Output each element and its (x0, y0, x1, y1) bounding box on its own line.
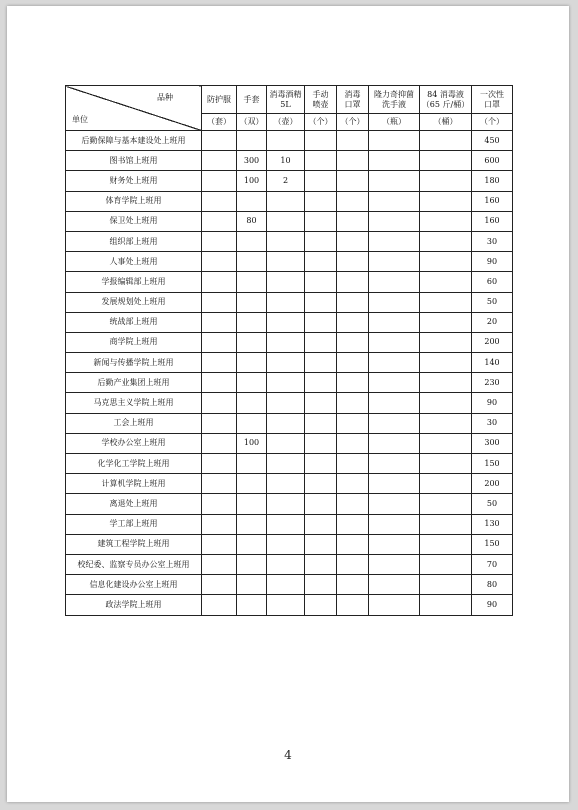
quantity-cell (267, 131, 305, 151)
quantity-cell (267, 353, 305, 373)
diagonal-header-cell (66, 86, 202, 131)
unit-name-cell: 新闻与传播学院上班用 (66, 353, 202, 373)
quantity-cell (267, 514, 305, 534)
unit-name-cell: 商学院上班用 (66, 332, 202, 352)
quantity-cell: 90 (472, 252, 513, 272)
quantity-cell (202, 211, 237, 231)
quantity-cell (305, 494, 337, 514)
quantity-cell (202, 131, 237, 151)
quantity-cell (237, 272, 267, 292)
quantity-cell (420, 474, 472, 494)
quantity-cell (337, 413, 369, 433)
quantity-cell (369, 252, 420, 272)
quantity-cell: 20 (472, 312, 513, 332)
quantity-cell: 200 (472, 332, 513, 352)
quantity-cell (369, 494, 420, 514)
quantity-cell (420, 373, 472, 393)
quantity-cell (420, 332, 472, 352)
quantity-cell (202, 272, 237, 292)
table-body (66, 131, 513, 616)
quantity-cell (337, 595, 369, 615)
quantity-cell (237, 191, 267, 211)
quantity-cell: 90 (472, 595, 513, 615)
quantity-cell: 300 (237, 151, 267, 171)
quantity-cell (369, 454, 420, 474)
quantity-cell (237, 554, 267, 574)
col-name: 防护服 (202, 86, 237, 114)
quantity-cell (267, 454, 305, 474)
quantity-cell (369, 211, 420, 231)
quantity-cell (337, 575, 369, 595)
quantity-cell: 30 (472, 413, 513, 433)
table-row (66, 131, 513, 151)
quantity-cell (369, 131, 420, 151)
quantity-cell (237, 332, 267, 352)
quantity-cell (369, 151, 420, 171)
quantity-cell (337, 312, 369, 332)
quantity-cell (237, 393, 267, 413)
quantity-cell (369, 373, 420, 393)
col-unit: （壶） (267, 114, 305, 131)
quantity-cell (267, 393, 305, 413)
quantity-cell (202, 191, 237, 211)
quantity-cell (202, 353, 237, 373)
quantity-cell (305, 151, 337, 171)
quantity-cell (267, 534, 305, 554)
unit-name-cell: 发展规划处上班用 (66, 292, 202, 312)
quantity-cell (420, 454, 472, 474)
quantity-cell (305, 595, 337, 615)
quantity-cell (305, 332, 337, 352)
quantity-cell (237, 514, 267, 534)
quantity-cell (337, 191, 369, 211)
quantity-cell: 160 (472, 191, 513, 211)
quantity-cell (305, 191, 337, 211)
quantity-cell (420, 494, 472, 514)
quantity-cell: 90 (472, 393, 513, 413)
table-row (66, 151, 513, 171)
diag-label-category: 品种 (157, 93, 173, 102)
table-row (66, 312, 513, 332)
unit-name-cell: 学校办公室上班用 (66, 433, 202, 453)
table-row (66, 474, 513, 494)
quantity-cell (337, 353, 369, 373)
unit-name-cell: 统战部上班用 (66, 312, 202, 332)
unit-name-cell: 后勤保障与基本建设处上班用 (66, 131, 202, 151)
quantity-cell (369, 231, 420, 251)
col-name: 隆力奇抑菌 洗手液 (369, 86, 420, 114)
table-row (66, 252, 513, 272)
quantity-cell (305, 272, 337, 292)
quantity-cell (267, 413, 305, 433)
col-unit: （个） (337, 114, 369, 131)
quantity-cell (237, 252, 267, 272)
quantity-cell (202, 252, 237, 272)
header-row-names (66, 86, 513, 114)
quantity-cell (337, 252, 369, 272)
quantity-cell: 100 (237, 433, 267, 453)
quantity-cell (237, 534, 267, 554)
quantity-cell (369, 534, 420, 554)
quantity-cell: 80 (237, 211, 267, 231)
quantity-cell (420, 292, 472, 312)
quantity-cell (420, 211, 472, 231)
page-number: 4 (284, 748, 292, 762)
unit-name-cell: 离退处上班用 (66, 494, 202, 514)
unit-name-cell: 学报编辑部上班用 (66, 272, 202, 292)
unit-name-cell: 政法学院上班用 (66, 595, 202, 615)
quantity-cell (202, 554, 237, 574)
quantity-cell (369, 433, 420, 453)
quantity-cell (305, 231, 337, 251)
quantity-cell (337, 514, 369, 534)
quantity-cell (369, 292, 420, 312)
quantity-cell (202, 433, 237, 453)
quantity-cell (202, 494, 237, 514)
quantity-cell (237, 413, 267, 433)
quantity-cell (305, 171, 337, 191)
quantity-cell (369, 171, 420, 191)
quantity-cell (420, 353, 472, 373)
quantity-cell: 70 (472, 554, 513, 574)
quantity-cell (337, 211, 369, 231)
quantity-cell (337, 474, 369, 494)
quantity-cell (305, 393, 337, 413)
quantity-cell (305, 312, 337, 332)
quantity-cell (237, 312, 267, 332)
quantity-cell (420, 514, 472, 534)
col-name: 手动 喷壶 (305, 86, 337, 114)
unit-name-cell: 体育学院上班用 (66, 191, 202, 211)
quantity-cell (369, 272, 420, 292)
quantity-cell: 200 (472, 474, 513, 494)
quantity-cell (267, 433, 305, 453)
quantity-cell: 160 (472, 211, 513, 231)
table-row (66, 494, 513, 514)
quantity-cell (369, 595, 420, 615)
col-name: 一次性 口罩 (472, 86, 513, 114)
quantity-cell: 180 (472, 171, 513, 191)
quantity-cell (202, 454, 237, 474)
table-row (66, 534, 513, 554)
quantity-cell (237, 474, 267, 494)
quantity-cell (369, 393, 420, 413)
col-unit: （瓶） (369, 114, 420, 131)
quantity-cell: 100 (237, 171, 267, 191)
unit-name-cell: 保卫处上班用 (66, 211, 202, 231)
col-name: 84 消毒液 （65 斤/桶） (420, 86, 472, 114)
quantity-cell (337, 332, 369, 352)
quantity-cell (420, 575, 472, 595)
quantity-cell (420, 231, 472, 251)
quantity-cell (337, 433, 369, 453)
supply-table (65, 85, 513, 616)
quantity-cell (202, 595, 237, 615)
quantity-cell (420, 191, 472, 211)
quantity-cell (420, 433, 472, 453)
col-name: 消毒 口罩 (337, 86, 369, 114)
document-page (7, 6, 569, 802)
quantity-cell (237, 454, 267, 474)
quantity-cell (420, 534, 472, 554)
quantity-cell: 140 (472, 353, 513, 373)
unit-name-cell: 计算机学院上班用 (66, 474, 202, 494)
quantity-cell (237, 595, 267, 615)
unit-name-cell: 建筑工程学院上班用 (66, 534, 202, 554)
quantity-cell (237, 353, 267, 373)
table-row (66, 454, 513, 474)
quantity-cell (337, 131, 369, 151)
quantity-cell (267, 292, 305, 312)
quantity-cell (202, 231, 237, 251)
quantity-cell: 10 (267, 151, 305, 171)
quantity-cell (420, 413, 472, 433)
quantity-cell: 600 (472, 151, 513, 171)
quantity-cell (237, 575, 267, 595)
quantity-cell (337, 454, 369, 474)
table-row (66, 373, 513, 393)
table-row (66, 211, 513, 231)
quantity-cell (369, 353, 420, 373)
quantity-cell: 50 (472, 494, 513, 514)
quantity-cell (267, 312, 305, 332)
quantity-cell (420, 151, 472, 171)
table-row (66, 353, 513, 373)
quantity-cell (337, 151, 369, 171)
quantity-cell (420, 393, 472, 413)
quantity-cell (369, 554, 420, 574)
col-name: 消毒酒精 5L (267, 86, 305, 114)
quantity-cell (267, 211, 305, 231)
quantity-cell (202, 373, 237, 393)
quantity-cell (337, 393, 369, 413)
quantity-cell: 150 (472, 534, 513, 554)
quantity-cell: 450 (472, 131, 513, 151)
quantity-cell (369, 474, 420, 494)
table-row (66, 575, 513, 595)
quantity-cell: 50 (472, 292, 513, 312)
quantity-cell (337, 534, 369, 554)
quantity-cell (337, 272, 369, 292)
quantity-cell (202, 171, 237, 191)
quantity-cell (305, 554, 337, 574)
quantity-cell (305, 413, 337, 433)
table-row (66, 191, 513, 211)
quantity-cell (420, 595, 472, 615)
quantity-cell (420, 312, 472, 332)
quantity-cell (237, 373, 267, 393)
table-row (66, 332, 513, 352)
quantity-cell (305, 433, 337, 453)
col-unit: （套） (202, 114, 237, 131)
quantity-cell (267, 595, 305, 615)
unit-name-cell: 信息化建设办公室上班用 (66, 575, 202, 595)
quantity-cell (369, 191, 420, 211)
unit-name-cell: 图书馆上班用 (66, 151, 202, 171)
quantity-cell (305, 514, 337, 534)
quantity-cell (420, 171, 472, 191)
quantity-cell (202, 393, 237, 413)
table-row (66, 393, 513, 413)
quantity-cell (369, 413, 420, 433)
quantity-cell (337, 231, 369, 251)
quantity-cell (305, 534, 337, 554)
quantity-cell (202, 332, 237, 352)
quantity-cell (267, 252, 305, 272)
quantity-cell (369, 575, 420, 595)
quantity-cell (337, 373, 369, 393)
quantity-cell (202, 534, 237, 554)
unit-name-cell: 组织部上班用 (66, 231, 202, 251)
quantity-cell (267, 332, 305, 352)
quantity-cell (237, 292, 267, 312)
quantity-cell (267, 272, 305, 292)
quantity-cell (305, 131, 337, 151)
quantity-cell: 150 (472, 454, 513, 474)
quantity-cell (369, 514, 420, 534)
quantity-cell (202, 413, 237, 433)
quantity-cell: 80 (472, 575, 513, 595)
quantity-cell (202, 312, 237, 332)
quantity-cell (337, 554, 369, 574)
quantity-cell (305, 373, 337, 393)
quantity-cell (369, 332, 420, 352)
quantity-cell (202, 151, 237, 171)
quantity-cell: 2 (267, 171, 305, 191)
table-row (66, 292, 513, 312)
quantity-cell (305, 575, 337, 595)
quantity-cell (305, 211, 337, 231)
quantity-cell: 60 (472, 272, 513, 292)
quantity-cell (202, 474, 237, 494)
table-row (66, 231, 513, 251)
table-row (66, 595, 513, 615)
quantity-cell (420, 554, 472, 574)
quantity-cell: 30 (472, 231, 513, 251)
quantity-cell (305, 474, 337, 494)
unit-name-cell: 学工部上班用 (66, 514, 202, 534)
quantity-cell (267, 554, 305, 574)
table-row (66, 514, 513, 534)
quantity-cell (202, 292, 237, 312)
quantity-cell (337, 171, 369, 191)
unit-name-cell: 校纪委、监察专员办公室上班用 (66, 554, 202, 574)
quantity-cell (305, 353, 337, 373)
table-row (66, 433, 513, 453)
quantity-cell (369, 312, 420, 332)
col-unit: （桶） (420, 114, 472, 131)
quantity-cell (337, 494, 369, 514)
table-row (66, 272, 513, 292)
quantity-cell (267, 494, 305, 514)
quantity-cell (202, 575, 237, 595)
quantity-cell: 130 (472, 514, 513, 534)
quantity-cell (267, 373, 305, 393)
col-name: 手套 (237, 86, 267, 114)
table-row (66, 554, 513, 574)
unit-name-cell: 马克思主义学院上班用 (66, 393, 202, 413)
quantity-cell (237, 231, 267, 251)
quantity-cell (267, 575, 305, 595)
unit-name-cell: 财务处上班用 (66, 171, 202, 191)
quantity-cell (202, 514, 237, 534)
quantity-cell: 230 (472, 373, 513, 393)
quantity-cell (305, 454, 337, 474)
quantity-cell (305, 252, 337, 272)
diag-label-unit: 单位 (72, 115, 88, 124)
quantity-cell (237, 494, 267, 514)
quantity-cell (267, 191, 305, 211)
col-unit: （个） (305, 114, 337, 131)
unit-name-cell: 后勤产业集团上班用 (66, 373, 202, 393)
col-unit: （双） (237, 114, 267, 131)
quantity-cell (305, 292, 337, 312)
quantity-cell (267, 231, 305, 251)
unit-name-cell: 工会上班用 (66, 413, 202, 433)
quantity-cell (267, 474, 305, 494)
unit-name-cell: 人事处上班用 (66, 252, 202, 272)
quantity-cell (420, 252, 472, 272)
quantity-cell (420, 272, 472, 292)
table-row (66, 413, 513, 433)
table-row (66, 171, 513, 191)
quantity-cell (420, 131, 472, 151)
col-unit: （个） (472, 114, 513, 131)
unit-name-cell: 化学化工学院上班用 (66, 454, 202, 474)
quantity-cell (237, 131, 267, 151)
quantity-cell: 300 (472, 433, 513, 453)
quantity-cell (337, 292, 369, 312)
